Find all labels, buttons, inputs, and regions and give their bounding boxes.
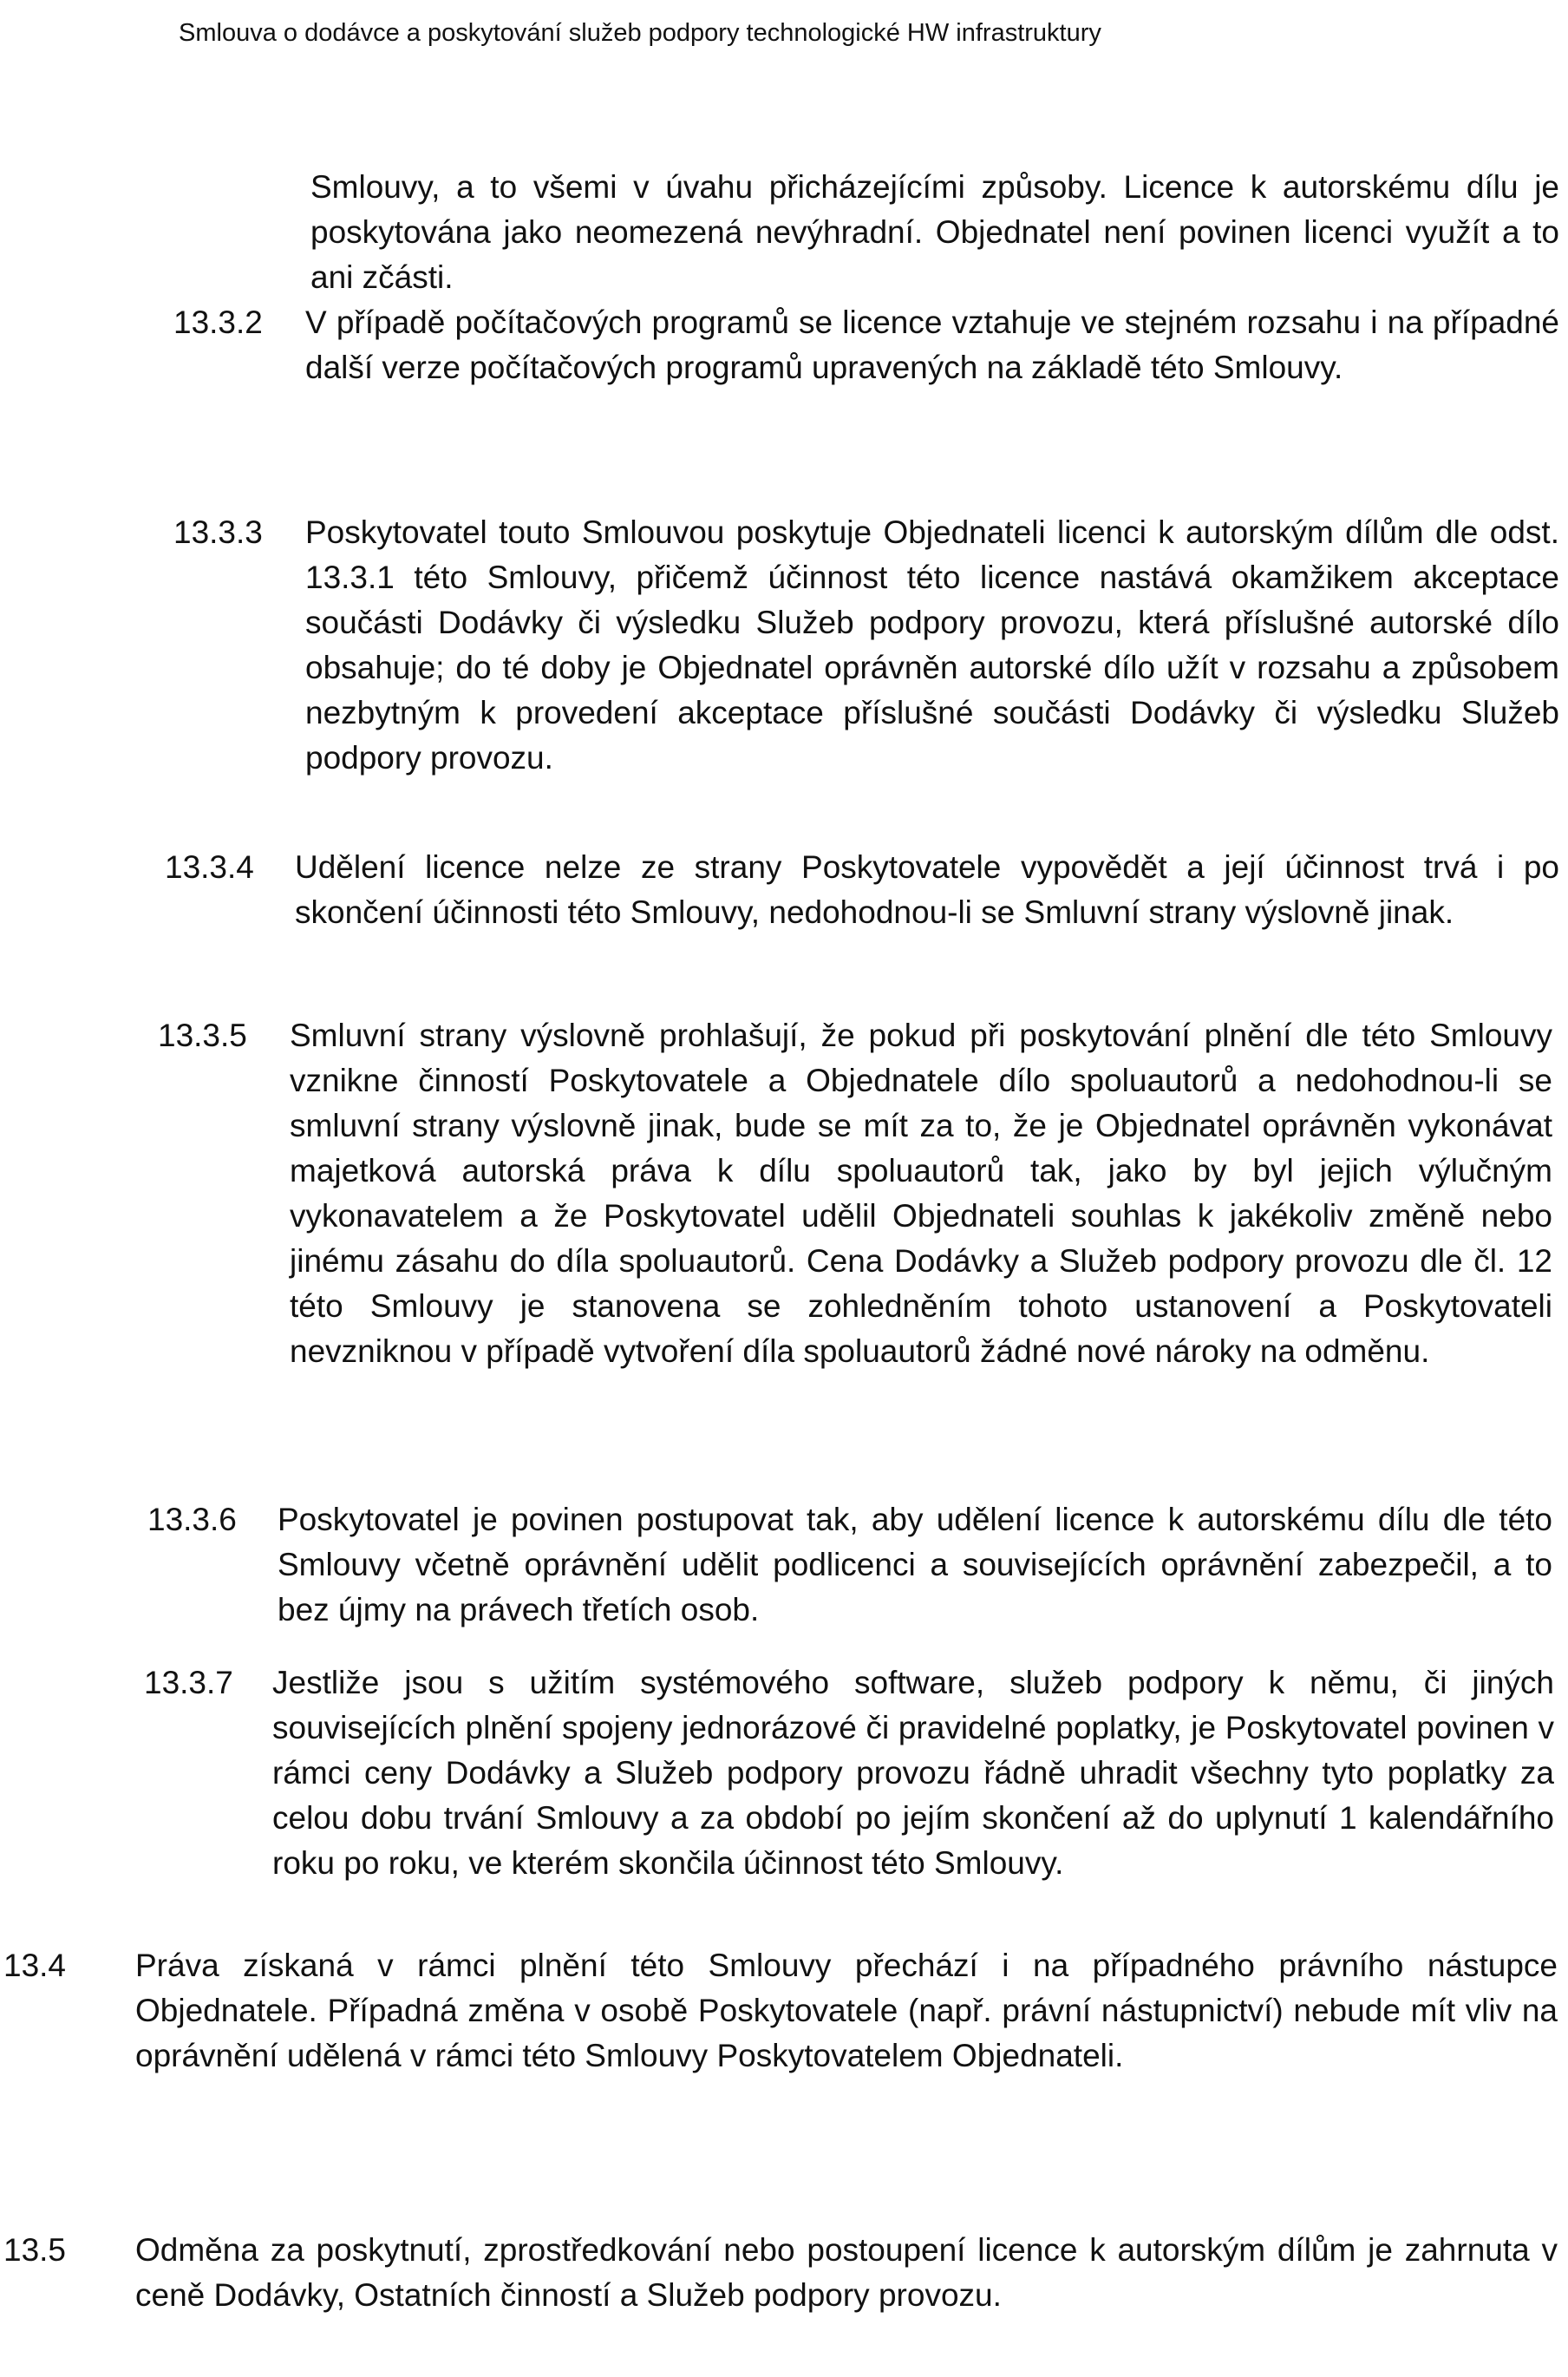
clause-text: V případě počítačových programů se licence vztahuje ve stejném rozsahu i na případné další verze počítačových programů upravených na základě této Smlouvy.: [305, 304, 1559, 385]
clause-number: 13.3.4: [165, 849, 254, 885]
clause-text: Jestliže jsou s užitím systémového software, služeb podpory k němu, či jiných souvisejících plnění spojeny jednorázové či pravidelné poplatky, je Poskytovatel povinen v rámci ceny Dodávky a Služeb podpory provozu řádně uhradit všechny tyto poplatky za celou dobu trvání Smlouvy a za období po jejím skončení až do uplynutí 1 kalendářního roku po roku, ve kterém skončila účinnost této Smlouvy.: [272, 1665, 1554, 1881]
clause-number: 13.3.3: [173, 514, 263, 550]
clause-text: Práva získaná v rámci plnění této Smlouvy přechází i na případného právního nástupce Objednatele. Případná změna v osobě Poskytovatele (např. právní nástupnictví) nebude mít vliv na oprávnění udělená v rámci této Smlouvy Poskytovatelem Objednateli.: [135, 1948, 1558, 2073]
clause-text: Poskytovatel je povinen postupovat tak, aby udělení licence k autorskému dílu dle této Smlouvy včetně oprávnění udělit podlicenci a souvisejících oprávnění zabezpečil, a to bez újmy na právech třetích osob.: [278, 1502, 1552, 1627]
clause-number: 13.5: [3, 2232, 67, 2268]
clause-text: Smlouvy, a to všemi v úvahu přicházejícími způsoby. Licence k autorskému dílu je poskytována jako neomezená nevýhradní. Objednatel není povinen licenci využít a to ani zčásti.: [310, 169, 1559, 295]
clause-text: Udělení licence nelze ze strany Poskytovatele vypovědět a její účinnost trvá i po skončení účinnosti této Smlouvy, nedohodnou-li se Smluvní strany výslovně jinak.: [295, 849, 1559, 930]
clause-number: 13.4: [3, 1948, 67, 1983]
clause-text: Odměna za poskytnutí, zprostředkování nebo postoupení licence k autorským dílům je zahrnuta v ceně Dodávky, Ostatních činností a Služeb podpory provozu.: [135, 2232, 1558, 2313]
clause-number: 13.3.6: [147, 1502, 237, 1537]
clause-text: Smluvní strany výslovně prohlašují, že pokud při poskytování plnění dle této Smlouvy vznikne činností Poskytovatele a Objednatele dílo spoluautorů a nedohodnou-li se smluvní strany výslovně jinak, bude se mít za to, že je Objednatel oprávněn vykonávat majetková autorská práva k dílu spoluautorů tak, jako by byl jejich výlučným vykonavatelem a že Poskytovatel udělil Objednateli souhlas k jakékoliv změně nebo jinému zásahu do díla spoluautorů. Cena Dodávky a Služeb podpory provozu dle čl. 12 této Smlouvy je stanovena se zohledněním tohoto ustanovení a Poskytovateli nevzniknou v případě vytvoření díla spoluautorů žádné nové nároky na odměnu.: [290, 1018, 1552, 1369]
clause-number: 13.3.7: [144, 1665, 233, 1700]
clause-number: 13.3.2: [173, 304, 263, 340]
clause-number: 13.3.5: [158, 1018, 247, 1053]
document-header: Smlouva o dodávce a poskytování služeb podpory technologické HW infrastruktury: [179, 19, 1101, 47]
clause-text: Poskytovatel touto Smlouvou poskytuje Objednateli licenci k autorským dílům dle odst. 13.3.1 této Smlouvy, přičemž účinnost této licence nastává okamžikem akceptace součásti Dodávky či výsledku Služeb podpory provozu, která příslušné autorské dílo obsahuje; do té doby je Objednatel oprávněn autorské dílo užít v rozsahu a způsobem nezbytným k provedení akceptace příslušné součásti Dodávky či výsledku Služeb podpory provozu.: [305, 514, 1559, 776]
